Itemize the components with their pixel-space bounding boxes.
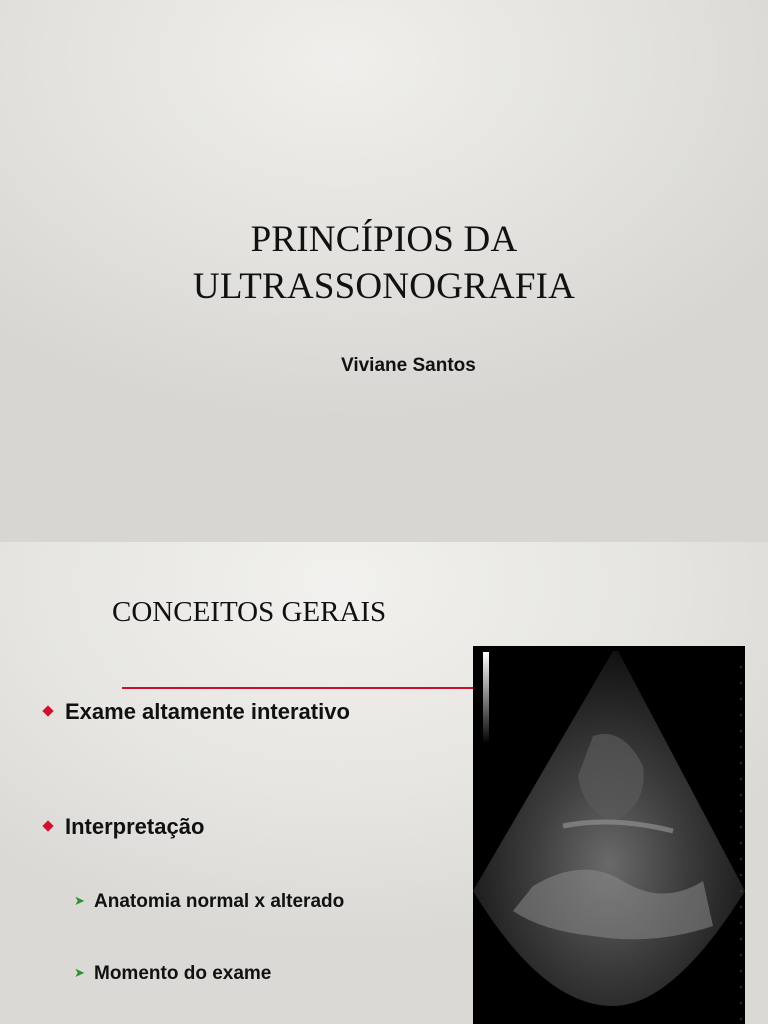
sub-bullet-momento: Momento do exame xyxy=(94,963,272,984)
green-arrowhead-icon: ➤ xyxy=(74,966,85,981)
sub-bullet-anatomia: Anatomia normal x alterado xyxy=(94,891,345,912)
title-underline xyxy=(122,687,474,689)
slide-heading: CONCEITOS GERAIS xyxy=(112,596,387,628)
author-name: Viviane Santos xyxy=(341,355,476,376)
green-arrowhead-icon: ➤ xyxy=(74,894,85,909)
content-slide xyxy=(0,542,768,1024)
red-diamond-icon xyxy=(42,820,53,831)
bullet-text-exame: Exame altamente interativo xyxy=(65,699,350,724)
slide-title-line-2: ULTRASSONOGRAFIA xyxy=(192,266,576,307)
ultrasound-scan-graphic xyxy=(473,646,745,1024)
slide-title-line-1: PRINCÍPIOS DA xyxy=(250,219,518,260)
bullet-text-interpretacao: Interpretação xyxy=(65,814,205,839)
ultrasound-image xyxy=(473,646,745,1024)
red-diamond-icon xyxy=(42,705,53,716)
